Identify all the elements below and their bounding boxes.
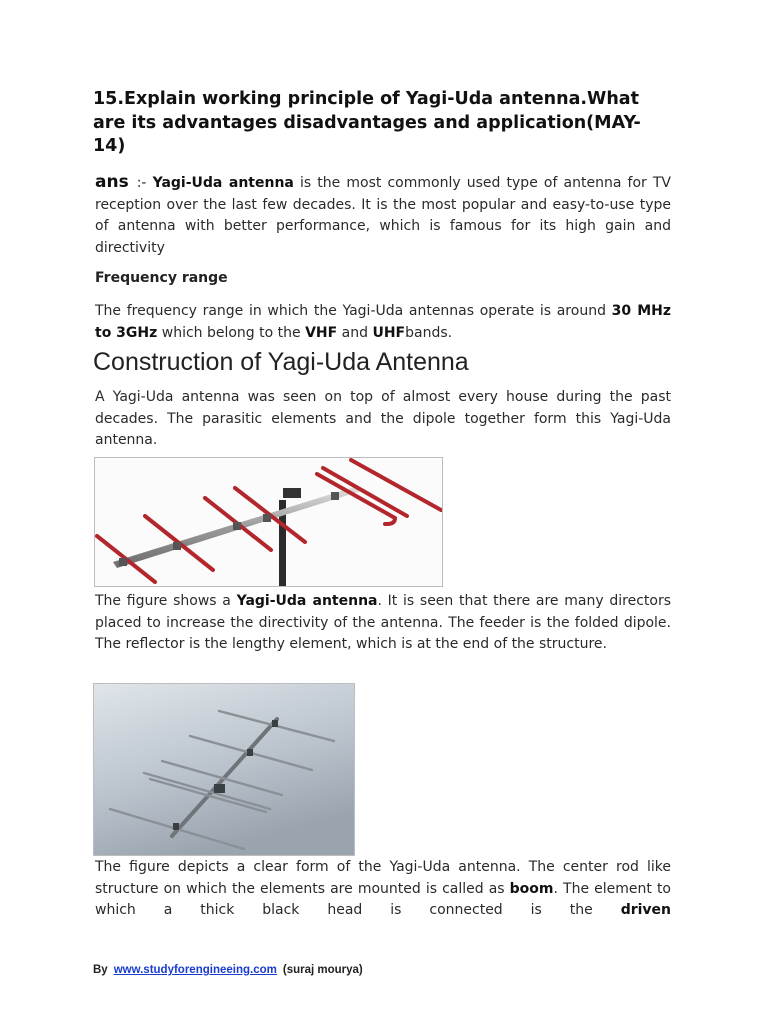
fig2-text-b: . The element to which a thick black head is connected is the [95, 880, 671, 919]
frequency-heading: Frequency range [95, 270, 228, 286]
uhf-label: UHF [372, 324, 406, 341]
boom-term: boom [509, 880, 554, 897]
yagi-antenna-illustration-2 [94, 684, 354, 855]
construction-heading: Construction of Yagi-Uda Antenna [93, 348, 469, 376]
construction-intro: A Yagi-Uda antenna was seen on top of almost every house during the past decades. The parasitic elements and the dipole together form this Yagi-Uda antenna. [95, 389, 671, 449]
frequency-text-b: which belong to the [157, 324, 306, 341]
fig1-text-b: . It is seen that there are many directors placed to increase the directivity of the antenna. The feeder is the folded dipole. The reflector is the lengthy element, which is at the end of the structure. [95, 593, 671, 653]
frequency-text-d: bands. [405, 324, 453, 341]
element-clamp [119, 558, 127, 566]
element-clamp [173, 823, 179, 830]
element-clamp [247, 749, 253, 756]
question-title: 15.Explain working principle of Yagi-Uda antenna.What are its advantages disadvantages and application(MAY-14) [93, 89, 641, 156]
feeder-head [283, 488, 301, 498]
fig1-text-a: The figure shows a [95, 593, 237, 609]
yagi-antenna-figure-1 [94, 457, 443, 587]
driven-term: driven [620, 902, 671, 919]
footer-author: (suraj mourya) [282, 964, 363, 976]
frequency-range-value: 30 MHz to 3GHz [95, 303, 671, 341]
feeder-head [214, 784, 225, 793]
footer-by: By [93, 964, 108, 976]
answer-paragraph [95, 172, 671, 260]
frequency-paragraph [95, 301, 671, 344]
answer-term: Yagi-Uda antenna [152, 175, 294, 191]
frequency-text-a: The frequency range in which the Yagi-Uda antennas operate is around [95, 303, 612, 319]
yagi-antenna-figure-2 [93, 683, 355, 856]
figure1-description [95, 591, 671, 656]
figure2-description [95, 857, 671, 922]
answer-label: ans [95, 172, 129, 192]
element-clamp [272, 720, 278, 727]
fig2-text-a: The figure depicts a clear form of the Yagi-Uda antenna. The center rod like structure on which the elements are mounted is called as [95, 859, 671, 897]
page-footer [93, 964, 363, 976]
element-clamp [233, 522, 241, 530]
footer-website-link[interactable]: www.studyforengineeing.com [113, 964, 277, 976]
answer-separator: :- [136, 175, 153, 191]
element-clamp [263, 514, 271, 522]
element-clamp [331, 492, 339, 500]
element-clamp [173, 542, 181, 550]
answer-text: is the most commonly used type of antenna for TV reception over the last few decades. It is the most popular and easy-to-use type of antenna with better performance, which is famous for its high gain and directivity [95, 175, 672, 257]
fig1-term: Yagi-Uda antenna [236, 593, 378, 609]
figure-background [94, 684, 354, 855]
frequency-text-c: and [337, 324, 373, 341]
vhf-label: VHF [305, 324, 338, 341]
yagi-antenna-illustration-1 [95, 458, 442, 586]
